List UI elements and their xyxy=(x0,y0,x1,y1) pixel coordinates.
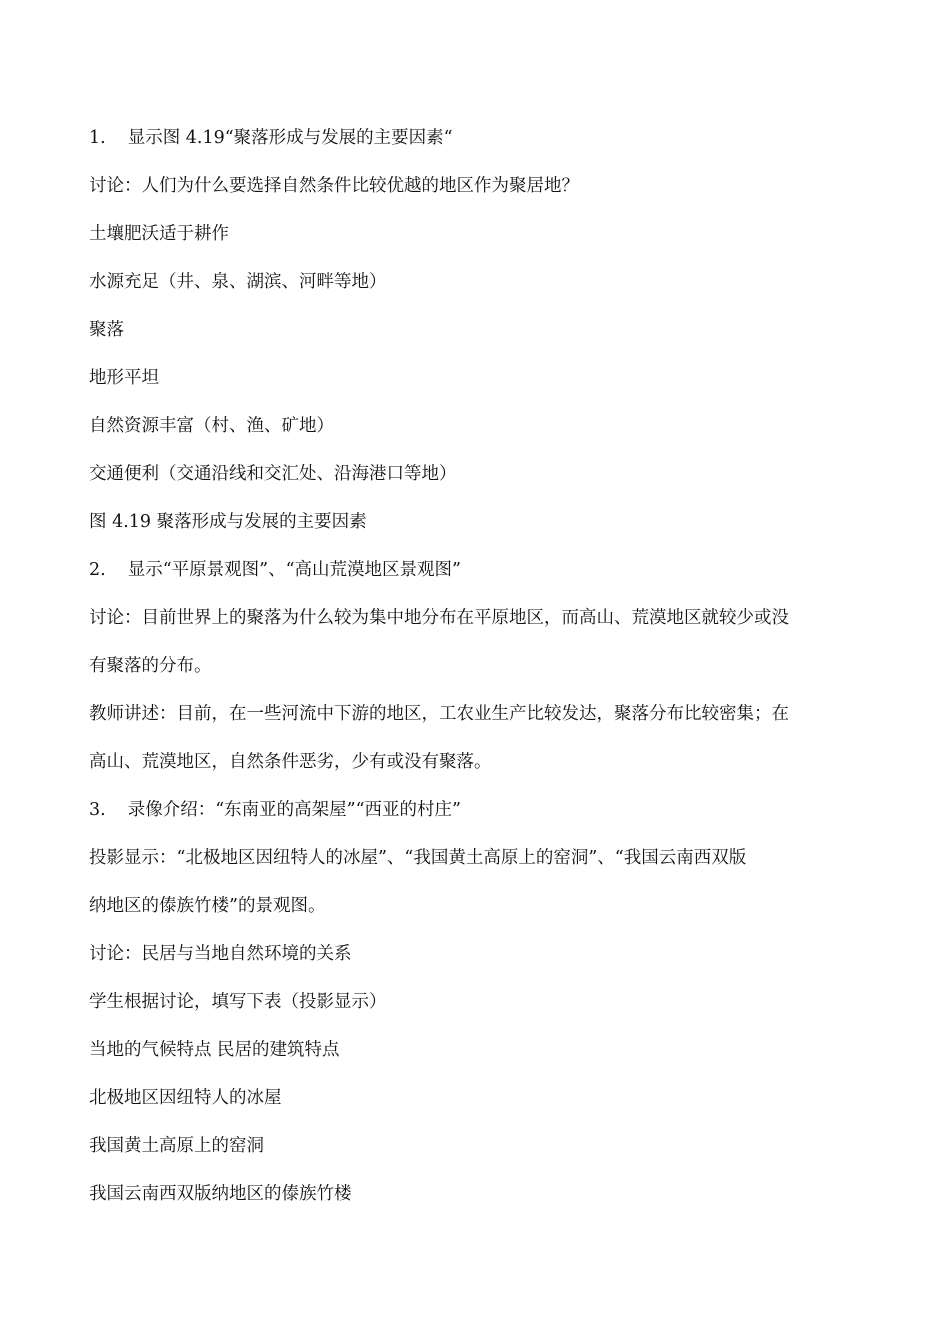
line-text: 显示“平原景观图”、“高山荒漠地区景观图” xyxy=(127,560,461,580)
text-line: 讨论：人们为什么要选择自然条件比较优越的地区作为聚居地？ xyxy=(89,176,579,196)
text-line: 讨论：目前世界上的聚落为什么较为集中地分布在平原地区，而高山、荒漠地区就较少或没 xyxy=(89,608,789,628)
text-line: 有聚落的分布。 xyxy=(89,656,212,676)
text-line: 纳地区的傣族竹楼”的景观图。 xyxy=(89,896,326,916)
text-line: 教师讲述：目前，在一些河流中下游的地区，工农业生产比较发达，聚落分布比较密集；在 xyxy=(89,704,789,724)
numbered-item-1 xyxy=(89,122,865,170)
text-line: 自然资源丰富（村、渔、矿地） xyxy=(89,416,334,436)
text-line: 讨论：民居与当地自然环境的关系 xyxy=(89,944,352,964)
text-line: 聚落 xyxy=(89,320,124,340)
table-row-line: 北极地区因纽特人的冰屋 xyxy=(89,1088,282,1108)
text-line: 学生根据讨论，填写下表（投影显示） xyxy=(89,992,387,1012)
numbered-item-3 xyxy=(89,794,865,842)
text-line: 投影显示：“北极地区因纽特人的冰屋”、“我国黄土高原上的窑洞”、“我国云南西双版 xyxy=(89,848,747,868)
table-row-line: 我国云南西双版纳地区的傣族竹楼 xyxy=(89,1184,352,1204)
text-line: 地形平坦 xyxy=(89,368,159,388)
text-line: 交通便利（交通沿线和交汇处、沿海港口等地） xyxy=(89,464,457,484)
table-row-line: 我国黄土高原上的窑洞 xyxy=(89,1136,264,1156)
numbered-item-2 xyxy=(89,554,865,602)
text-line: 高山、荒漠地区，自然条件恶劣，少有或没有聚落。 xyxy=(89,752,492,772)
item-number: 2. xyxy=(89,560,106,580)
document-body xyxy=(89,122,865,1226)
text-line: 土壤肥沃适于耕作 xyxy=(89,224,229,244)
item-number: 3. xyxy=(89,800,106,820)
table-header-line: 当地的气候特点 民居的建筑特点 xyxy=(89,1040,340,1060)
line-text: 显示图 4.19“聚落形成与发展的主要因素“ xyxy=(127,128,453,148)
item-number: 1. xyxy=(89,128,106,148)
figure-caption: 图 4.19 聚落形成与发展的主要因素 xyxy=(89,512,367,532)
line-text: 录像介绍：“东南亚的高架屋”“西亚的村庄” xyxy=(127,800,461,820)
text-line: 水源充足（井、泉、湖滨、河畔等地） xyxy=(89,272,387,292)
